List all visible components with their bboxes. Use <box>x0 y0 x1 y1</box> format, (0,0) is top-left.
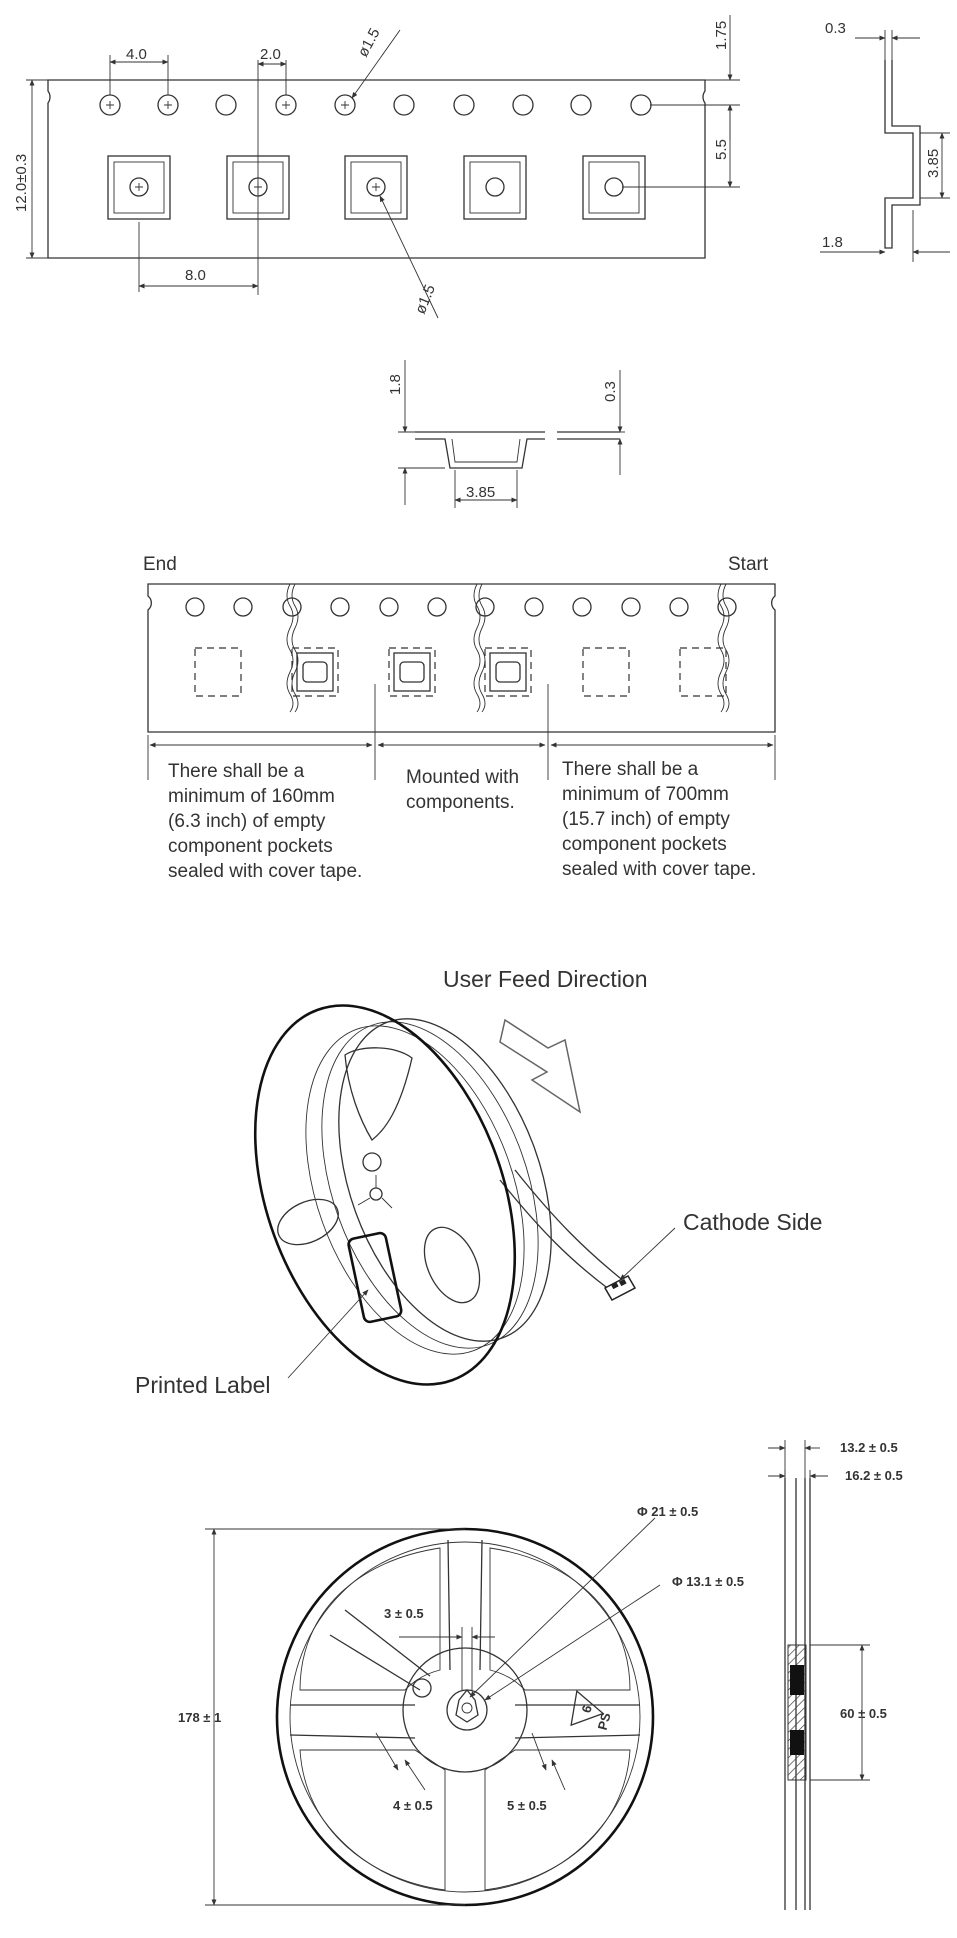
dim-key-slot: 3 ± 0.5 <box>384 1606 424 1621</box>
leader-notes <box>168 759 756 882</box>
reel-windows <box>300 1548 630 1890</box>
dim-pocket-hole-dia: ø1.5 <box>411 282 439 317</box>
note-right-1: There shall be a <box>562 759 699 780</box>
dim-hub-inner: 13.2 ± 0.5 <box>840 1440 898 1455</box>
dim-side-pocket-depth: 1.8 <box>822 234 843 251</box>
dim-edge-to-hole: 1.75 <box>713 20 730 50</box>
note-middle-2: components. <box>406 792 515 813</box>
tape-top-dimensions <box>13 15 740 318</box>
dim-hole-dia-top: ø1.5 <box>354 25 384 60</box>
reel-side-view <box>768 1440 903 1910</box>
tape-top-view <box>13 15 740 318</box>
note-middle-1: Mounted with <box>406 767 520 788</box>
recycle-material: PS <box>594 1710 614 1732</box>
tape-strip <box>500 1170 625 1290</box>
leader-trailer-view <box>143 554 775 882</box>
tape-side-view <box>820 20 950 262</box>
end-label: End <box>143 554 177 575</box>
note-left-1: There shall be a <box>168 761 305 782</box>
dim-section-thickness: 0.3 <box>602 381 619 402</box>
feed-direction-arrow <box>500 1020 580 1112</box>
note-left-2: minimum of 160mm <box>168 786 335 807</box>
dim-hub-outer: 16.2 ± 0.5 <box>845 1468 903 1483</box>
dim-pocket-offset: 2.0 <box>260 46 281 63</box>
filled-pockets <box>292 648 531 696</box>
start-label: Start <box>728 554 769 575</box>
leader-sprocket-holes <box>186 598 736 616</box>
dim-sprocket-pitch: 4.0 <box>126 46 147 63</box>
dim-spoke-left: 4 ± 0.5 <box>393 1798 433 1813</box>
empty-pockets <box>195 648 726 696</box>
tape-break-lines <box>287 584 729 712</box>
note-right-2: minimum of 700mm <box>562 784 729 805</box>
dim-side-thickness: 0.3 <box>825 20 846 37</box>
dim-section-width: 3.85 <box>466 484 496 501</box>
tape-outline <box>48 80 705 258</box>
cathode-side-label: Cathode Side <box>683 1209 823 1235</box>
sprocket-holes <box>100 95 651 115</box>
recycle-symbol <box>561 1685 614 1731</box>
dim-pocket-pitch: 8.0 <box>185 267 206 284</box>
note-right-5: sealed with cover tape. <box>562 859 757 880</box>
dim-section-depth: 1.8 <box>387 374 404 395</box>
feed-direction-label: User Feed Direction <box>443 966 648 992</box>
note-left-3: (6.3 inch) of empty <box>168 811 326 832</box>
note-right-4: component pockets <box>562 834 727 855</box>
reel-front-view <box>178 1504 744 1905</box>
printed-label-caption: Printed Label <box>135 1372 271 1398</box>
dim-hole-to-pocket: 5.5 <box>713 139 730 160</box>
component-pockets <box>108 156 645 219</box>
tape-cross-section <box>387 360 625 508</box>
dim-center-hole: Φ 21 ± 0.5 <box>637 1504 699 1519</box>
note-left-5: sealed with cover tape. <box>168 861 363 882</box>
reel-hub <box>403 1648 527 1772</box>
note-right-3: (15.7 inch) of empty <box>562 809 730 830</box>
dim-spoke-right: 5 ± 0.5 <box>507 1798 547 1813</box>
dim-tape-width: 12.0±0.3 <box>13 153 30 212</box>
dim-side-pocket-width: 3.85 <box>925 148 942 178</box>
reel-perspective <box>135 966 822 1420</box>
dim-arbor-hole: Φ 13.1 ± 0.5 <box>672 1574 745 1589</box>
recycle-code: 6 <box>578 1703 595 1715</box>
dim-hub-diameter: 60 ± 0.5 <box>840 1706 887 1721</box>
dim-reel-diameter: 178 ± 1 <box>178 1710 222 1725</box>
note-left-4: component pockets <box>168 836 333 857</box>
